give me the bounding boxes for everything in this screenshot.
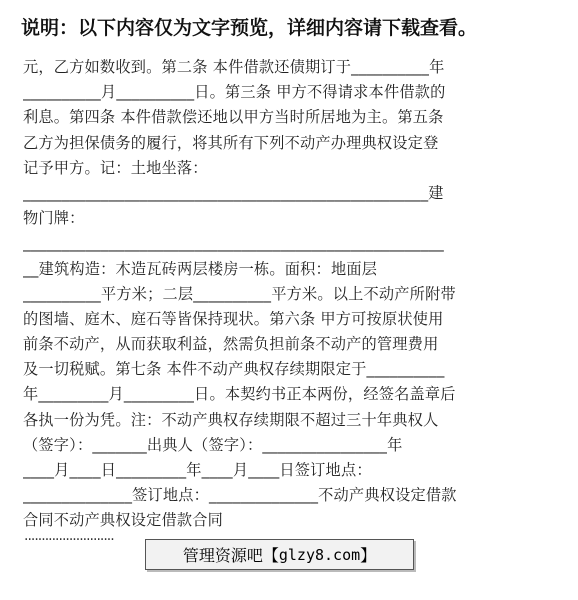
text-line: __________月__________日。第三条 甲方不得请求本件借款的 [23, 83, 446, 102]
text-line: ______________签订地点：______________不动产典权设定借款 [23, 486, 457, 505]
preview-notice: 说明：以下内容仅为文字预览，详细内容请下载查看。 [21, 17, 478, 39]
dotted-separator: ·························· [24, 532, 114, 548]
text-line: 及一切税赋。第七条 本件不动产典权存续期限定于__________ [23, 360, 445, 379]
text-line: 前条不动产，从而获取利益，然需负担前条不动产的管理费用 [23, 335, 439, 354]
site-banner-link[interactable] [145, 539, 414, 570]
banner-site-name: 管理资源吧【 [182, 546, 279, 565]
text-line: 合同不动产典权设定借款合同 [23, 511, 224, 530]
text-line: ____月____日_________年____月____日签订地点： [23, 461, 372, 479]
text-line: 乙方为担保债务的履行，将其所有下列不动产办理典权设定登 [23, 133, 439, 152]
text-line: ______________________________________________________ [23, 234, 444, 253]
text-line: 物门牌： [23, 209, 85, 228]
text-line: （签字）：_______出典人（签字）：________________年 [23, 435, 403, 454]
banner-url: glzy8.com [278, 545, 361, 564]
text-line: __________平方米；二层__________平方米。以上不动产所附带 [23, 284, 456, 303]
text-line: 利息。第四条 本件借款偿还地以甲方当时所居地为主。第五条 [23, 108, 444, 127]
document-body [23, 55, 553, 534]
text-line: 各执一份为凭。注：不动产典权存续期限不超过三十年典权人 [23, 410, 439, 429]
text-line: 年_________月_________日。本契约书正本两份，经签名盖章后 [23, 385, 456, 404]
text-line: 记予甲方。记：土地坐落： [23, 158, 208, 177]
banner-bracket: 】 [360, 546, 377, 565]
text-line: 元，乙方如数收到。第二条 本件借款还债期订于__________年 [23, 58, 445, 76]
text-line: 的图墙、庭木、庭石等皆保持现状。第六条 甲方可按原状使用 [23, 309, 444, 328]
text-line: ____________________________________________________建 [23, 183, 444, 202]
text-line: __建筑构造：木造瓦砖两层楼房一栋。面积：地面层 [23, 259, 378, 278]
